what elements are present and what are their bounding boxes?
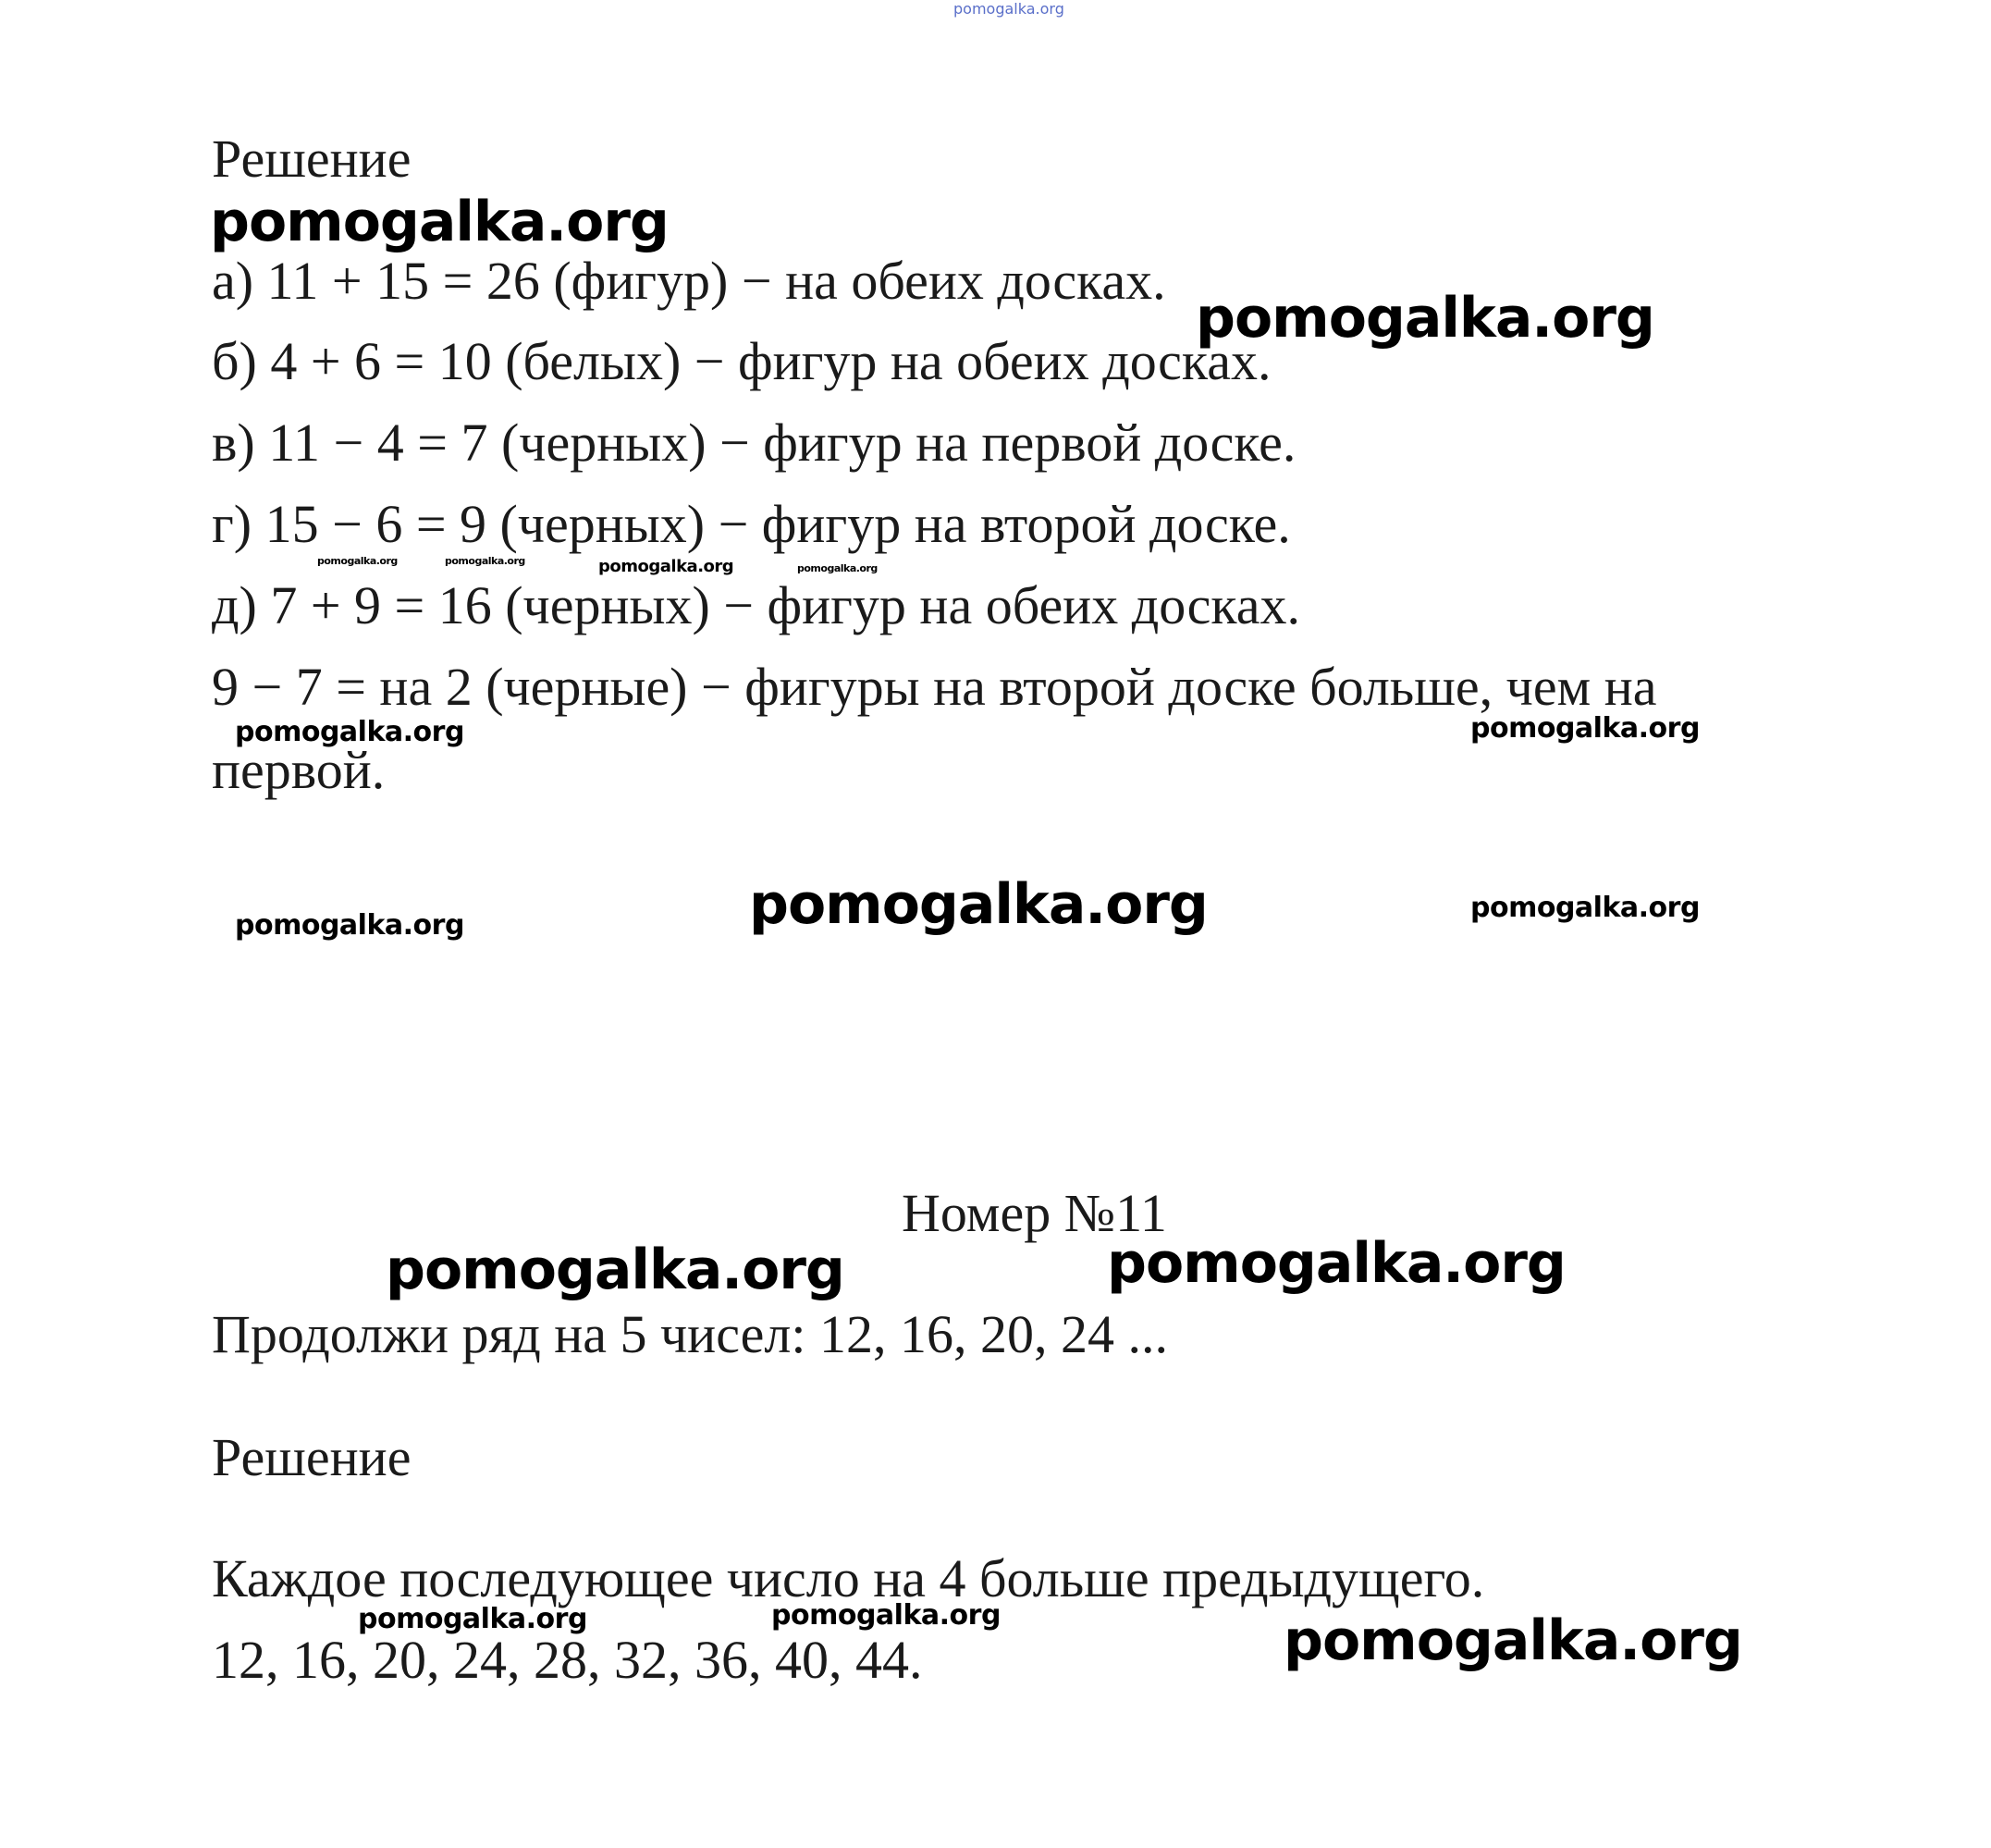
solution-explanation: Каждое последующее число на 4 больше предыдущего. bbox=[212, 1548, 1485, 1608]
solution-line-a: а) 11 + 15 = 26 (фигур) − на обеих досках. bbox=[212, 251, 1166, 311]
watermark: pomogalka.org bbox=[445, 555, 525, 567]
watermark: pomogalka.org bbox=[1470, 712, 1700, 745]
watermark: pomogalka.org bbox=[1107, 1231, 1566, 1296]
watermark: pomogalka.org bbox=[358, 1603, 587, 1635]
watermark: pomogalka.org bbox=[1196, 286, 1654, 351]
solution-answer: 12, 16, 20, 24, 28, 32, 36, 40, 44. bbox=[212, 1630, 923, 1690]
watermark: pomogalka.org bbox=[386, 1238, 844, 1302]
watermark: pomogalka.org bbox=[598, 557, 734, 576]
watermark: pomogalka.org bbox=[317, 555, 398, 567]
watermark: pomogalka.org bbox=[771, 1599, 1001, 1632]
solution-heading: Решение bbox=[212, 129, 412, 189]
watermark: pomogalka.org bbox=[210, 190, 669, 254]
solution-heading-2: Решение bbox=[212, 1427, 412, 1487]
solution-line-v: в) 11 − 4 = 7 (черных) − фигур на первой доске. bbox=[212, 413, 1297, 473]
watermark: pomogalka.org bbox=[235, 909, 464, 942]
watermark: pomogalka.org bbox=[1284, 1608, 1742, 1673]
solution-line-compare-cont: первой. bbox=[212, 740, 386, 800]
solution-line-b: б) 4 + 6 = 10 (белых) − фигур на обеих досках. bbox=[212, 331, 1272, 391]
top-site-link[interactable]: pomogalka.org bbox=[953, 0, 1064, 18]
watermark: pomogalka.org bbox=[235, 716, 464, 748]
solution-line-g: г) 15 − 6 = 9 (черных) − фигур на второй доске. bbox=[212, 494, 1291, 554]
watermark: pomogalka.org bbox=[797, 562, 878, 574]
task-number-title: Номер №11 bbox=[902, 1183, 1167, 1243]
task-statement: Продолжи ряд на 5 чисел: 12, 16, 20, 24 ... bbox=[212, 1304, 1168, 1364]
watermark: pomogalka.org bbox=[1470, 892, 1700, 924]
watermark: pomogalka.org bbox=[749, 872, 1208, 937]
solution-line-d: д) 7 + 9 = 16 (черных) − фигур на обеих досках. bbox=[212, 575, 1300, 635]
solution-line-compare: 9 − 7 = на 2 (черные) − фигуры на второй доске больше, чем на bbox=[212, 657, 1657, 717]
